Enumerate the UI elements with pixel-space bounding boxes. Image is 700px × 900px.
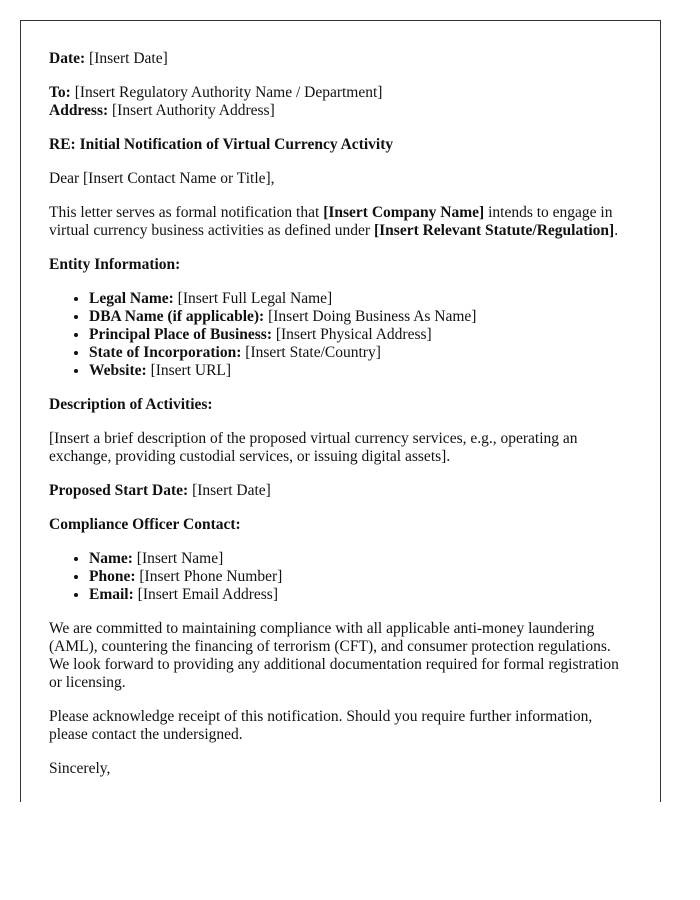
- salutation: Dear [Insert Contact Name or Title],: [49, 170, 275, 187]
- to-label: To:: [49, 84, 71, 101]
- compliance-contact-list: [49, 550, 632, 604]
- item-value: [Insert Email Address]: [133, 586, 278, 603]
- start-date-label: Proposed Start Date:: [49, 482, 189, 499]
- item-label: Name:: [89, 550, 133, 567]
- subject-text: RE: Initial Notification of Virtual Currency Activity: [49, 136, 394, 153]
- to-value: [Insert Regulatory Authority Name / Department]: [74, 84, 383, 101]
- start-date-value: [Insert Date]: [188, 482, 271, 499]
- address-label: Address:: [49, 102, 109, 119]
- item-label: Website:: [89, 362, 147, 379]
- item-label: Legal Name:: [89, 290, 174, 307]
- subject-line: [49, 136, 632, 154]
- acknowledge-paragraph: Please acknowledge receipt of this notification. Should you require further information, please contact the undersigned.: [49, 708, 593, 743]
- activities-heading: [49, 396, 632, 414]
- list-item: [89, 308, 632, 326]
- closing: Sincerely,: [49, 760, 111, 777]
- date-line: [49, 50, 632, 68]
- item-label: DBA Name (if applicable):: [89, 308, 265, 325]
- intro-paragraph: [49, 204, 632, 240]
- item-value: [Insert Full Legal Name]: [173, 290, 333, 307]
- start-date-line: [49, 482, 632, 500]
- item-label: Email:: [89, 586, 134, 603]
- list-item: [89, 344, 632, 362]
- list-item: [89, 362, 632, 380]
- address-value: [Insert Authority Address]: [112, 102, 275, 119]
- commitment-paragraph: We are committed to maintaining compliance with all applicable anti-money laundering (AML), countering the financing of terrorism (CFT), and consumer protection regulations. We look forward to providing any additional documentation required for formal registration or licensing.: [49, 620, 619, 691]
- entity-info-list: [49, 290, 632, 380]
- intro-part2: intends to engage in virtual currency business activities as defined under: [49, 204, 613, 239]
- activities-heading-text: Description of Activities:: [49, 396, 213, 413]
- item-value: [Insert Phone Number]: [135, 568, 283, 585]
- item-label: Principal Place of Business:: [89, 326, 272, 343]
- list-item: [89, 290, 632, 308]
- date-label: Date:: [49, 50, 86, 67]
- date-value: [Insert Date]: [89, 50, 168, 67]
- item-value: [Insert Name]: [132, 550, 224, 567]
- list-item: [89, 568, 632, 586]
- item-label: Phone:: [89, 568, 136, 585]
- list-item: [89, 550, 632, 568]
- company-placeholder: [Insert Company Name]: [323, 204, 485, 221]
- recipient-block: [49, 84, 632, 120]
- intro-part1: This letter serves as formal notification that: [49, 204, 324, 221]
- entity-info-heading-text: Entity Information:: [49, 256, 181, 273]
- item-value: [Insert Physical Address]: [271, 326, 432, 343]
- item-label: State of Incorporation:: [89, 344, 242, 361]
- letter-page: [20, 20, 661, 802]
- list-item: [89, 586, 632, 604]
- compliance-heading: [49, 516, 632, 534]
- compliance-heading-text: Compliance Officer Contact:: [49, 516, 241, 533]
- list-item: [89, 326, 632, 344]
- item-value: [Insert State/Country]: [241, 344, 381, 361]
- item-value: [Insert URL]: [146, 362, 232, 379]
- statute-placeholder: [Insert Relevant Statute/Regulation]: [373, 222, 615, 239]
- entity-info-heading: [49, 256, 632, 274]
- activities-text: [Insert a brief description of the proposed virtual currency services, e.g., operating an exchange, providing custodial services, or issuing digital assets].: [49, 430, 578, 465]
- item-value: [Insert Doing Business As Name]: [264, 308, 477, 325]
- intro-part3: .: [614, 222, 619, 239]
